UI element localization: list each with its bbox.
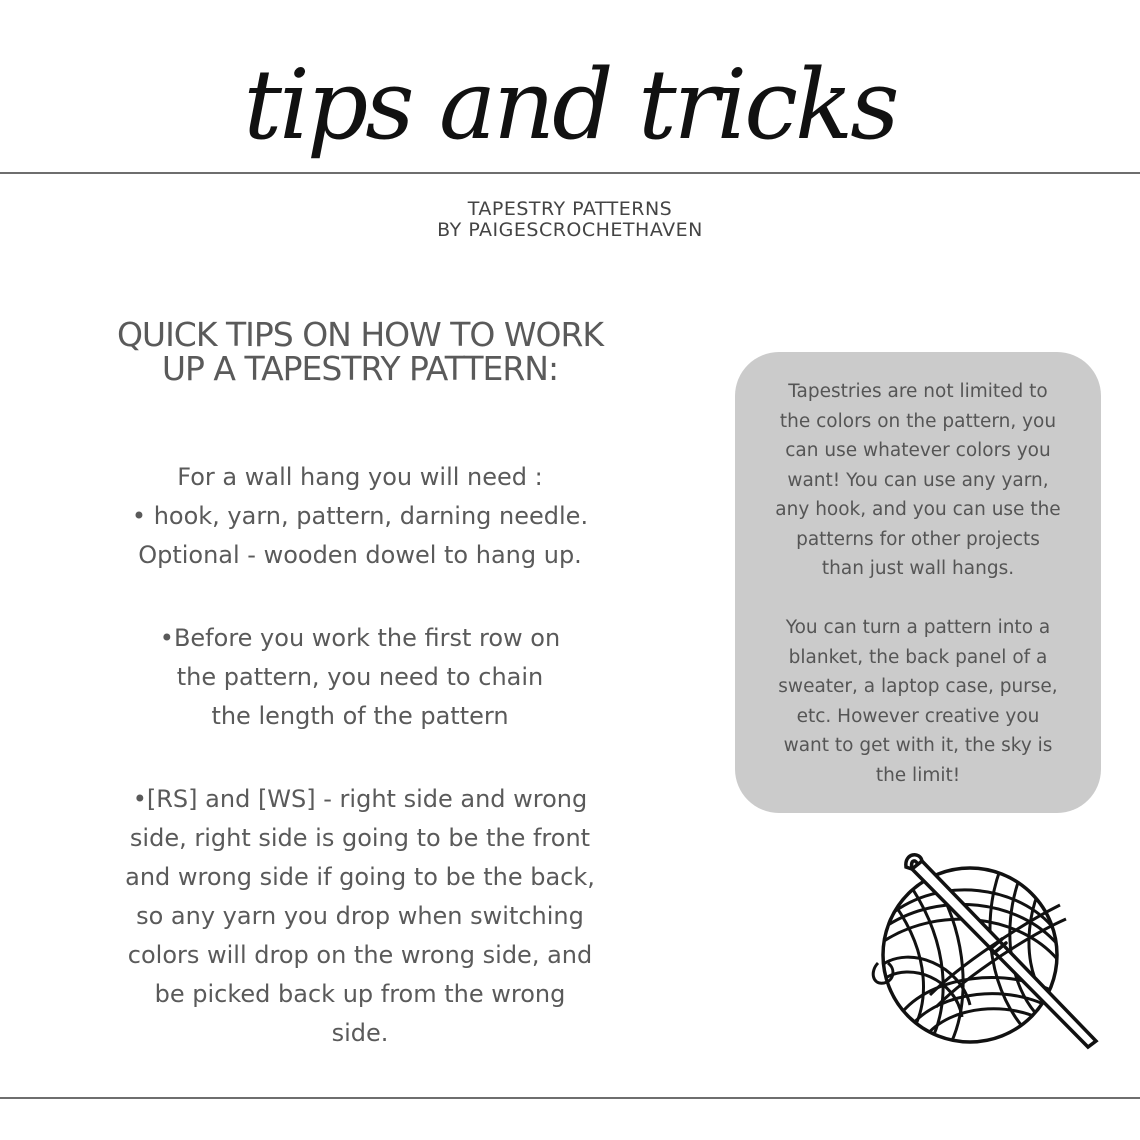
note-line: etc. However creative you bbox=[796, 705, 1040, 727]
bottom-divider bbox=[0, 1097, 1140, 1099]
note-line: You can turn a pattern into a bbox=[785, 617, 1051, 638]
tip-wall-hang-supplies bbox=[50, 458, 670, 575]
tip-line: be picked back up from the wrong bbox=[154, 980, 566, 1008]
tip-line: Optional - wooden dowel to hang up. bbox=[138, 541, 582, 569]
note-line: any hook, and you can use the bbox=[775, 499, 1061, 520]
tip-chain-length bbox=[50, 619, 670, 736]
tip-line: colors will drop on the wrong side, and bbox=[127, 941, 593, 969]
note-line: the colors on the pattern, you bbox=[779, 410, 1057, 432]
tip-line: and wrong side if going to be the back, bbox=[125, 863, 595, 891]
tip-line: •Before you work the first row on bbox=[159, 624, 561, 652]
note-box bbox=[735, 352, 1101, 813]
tip-line: so any yarn you drop when switching bbox=[136, 902, 584, 930]
section-heading bbox=[30, 315, 690, 388]
heading-line: QUICK TIPS ON HOW TO WORK bbox=[116, 315, 604, 354]
subtitle-line: TAPESTRY PATTERNS bbox=[467, 198, 673, 220]
tip-line: • hook, yarn, pattern, darning needle. bbox=[131, 502, 589, 530]
top-divider bbox=[0, 172, 1140, 174]
subtitle-line: BY PAIGESCROCHETHAVEN bbox=[437, 219, 703, 241]
note-line: than just wall hangs. bbox=[821, 558, 1015, 579]
note-line: Tapestries are not limited to bbox=[788, 381, 1048, 402]
tip-right-wrong-side bbox=[50, 780, 670, 1053]
tip-line: the pattern, you need to chain bbox=[176, 663, 544, 691]
yarn-ball-with-crochet-hook-icon bbox=[870, 845, 1110, 1070]
tip-line: side, right side is going to be the front bbox=[129, 824, 591, 852]
note-line: can use whatever colors you bbox=[785, 440, 1051, 461]
note-paragraph bbox=[735, 377, 1101, 584]
note-line: want! You can use any yarn, bbox=[787, 469, 1049, 491]
page-title: tips and tricks bbox=[243, 49, 897, 161]
tip-line: •[RS] and [WS] - right side and wrong bbox=[132, 785, 588, 813]
note-line: the limit! bbox=[875, 764, 961, 786]
subtitle bbox=[0, 199, 1140, 241]
note-line: want to get with it, the sky is bbox=[783, 735, 1053, 756]
heading-line: UP A TAPESTRY PATTERN: bbox=[161, 349, 559, 388]
note-line: blanket, the back panel of a bbox=[788, 646, 1048, 668]
note-line: patterns for other projects bbox=[796, 528, 1040, 550]
note-paragraph bbox=[735, 613, 1101, 790]
tip-line: side. bbox=[331, 1019, 389, 1047]
note-line: sweater, a laptop case, purse, bbox=[778, 676, 1058, 697]
tip-line: the length of the pattern bbox=[211, 702, 509, 730]
tip-line: For a wall hang you will need : bbox=[177, 463, 543, 491]
